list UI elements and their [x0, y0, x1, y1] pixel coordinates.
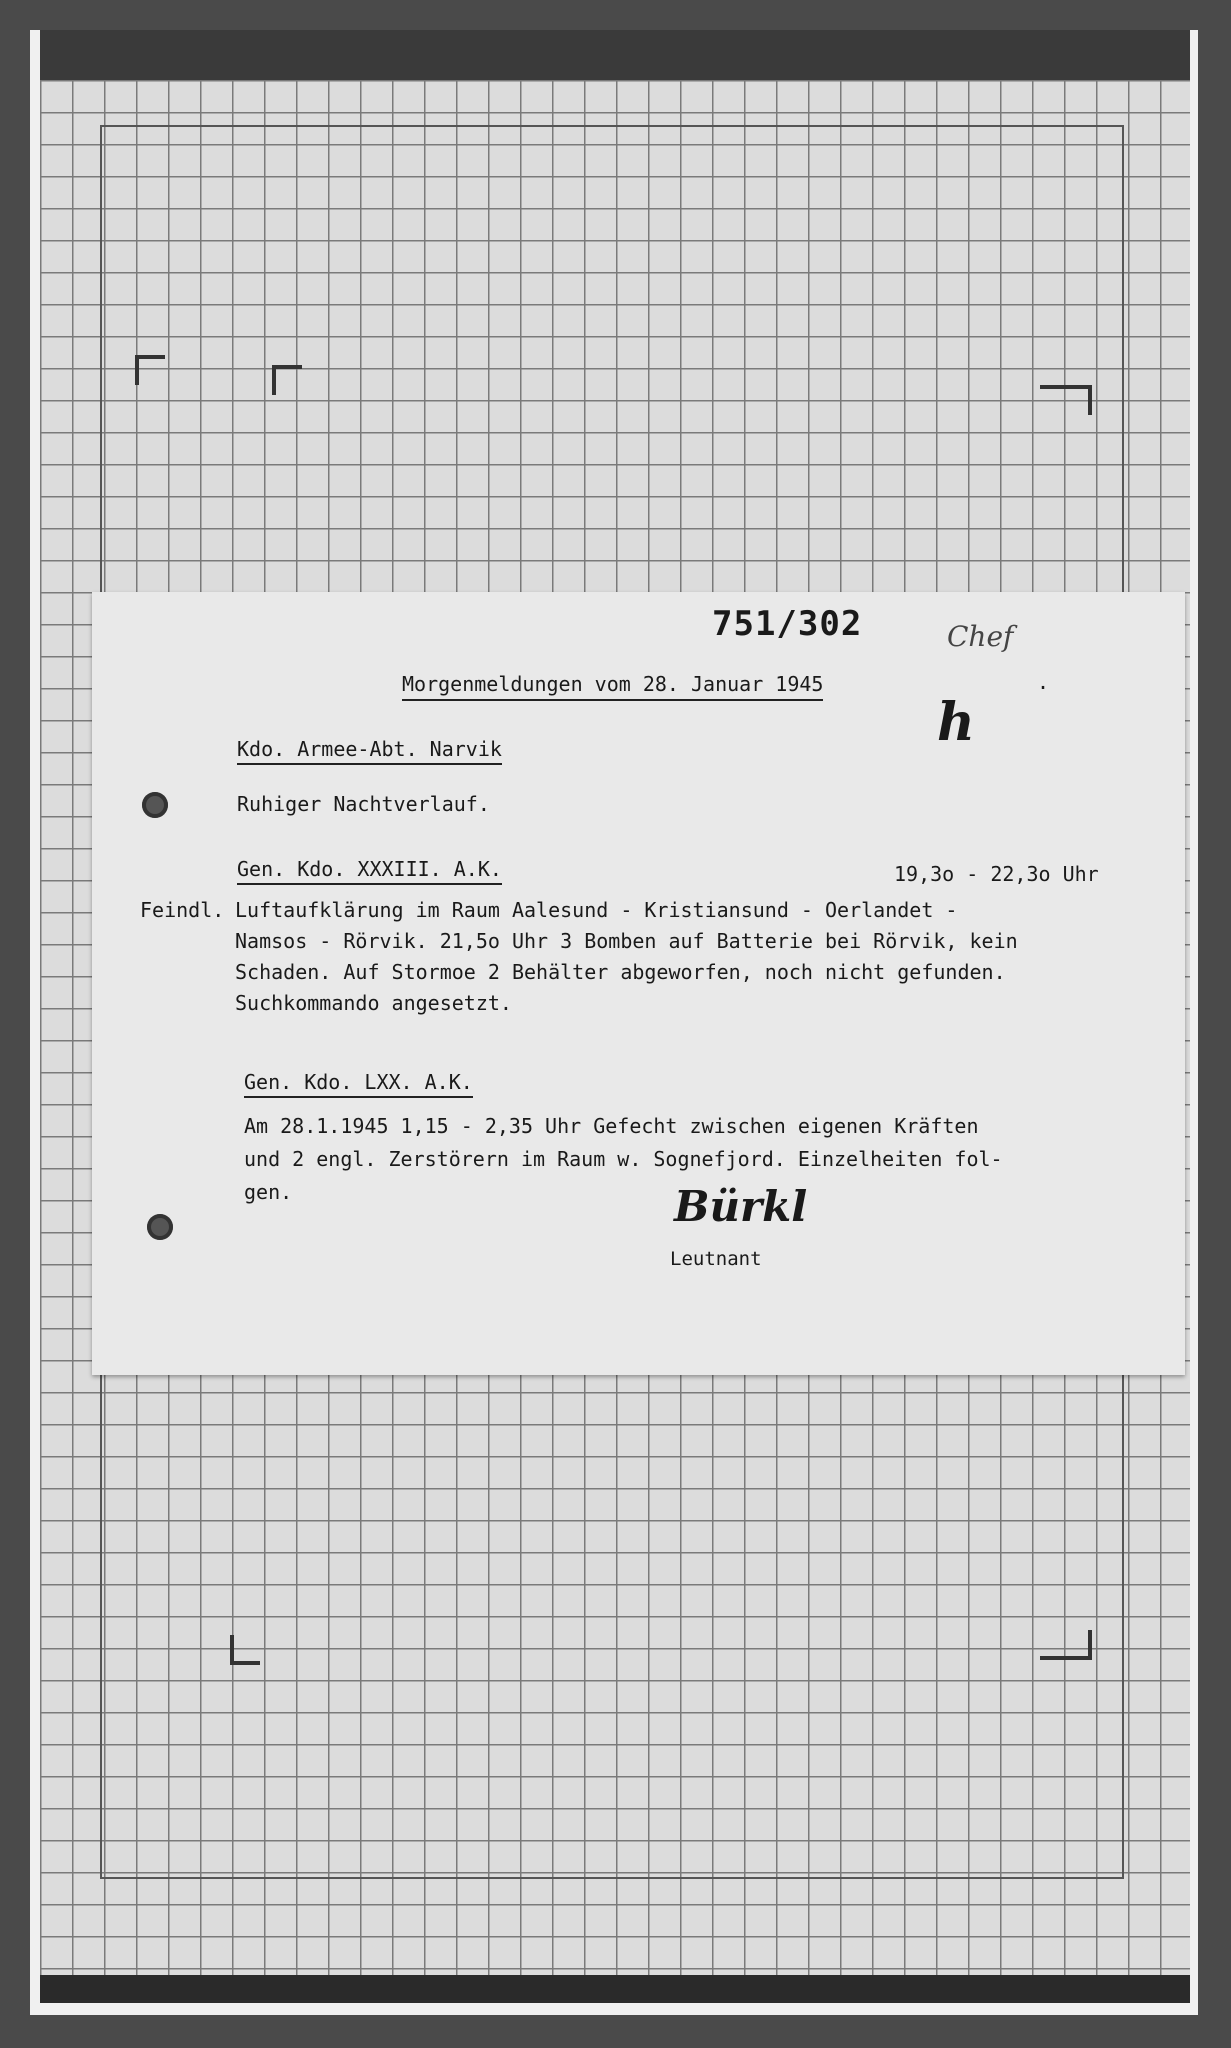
ink-dot: .	[1037, 670, 1050, 694]
section-body	[140, 895, 1018, 1019]
serial-number: 751/302	[712, 604, 863, 644]
top-border-band	[40, 30, 1190, 80]
section-heading: Gen. Kdo. LXX. A.K.	[244, 1070, 473, 1098]
corner-mark-bottom-left	[230, 1635, 260, 1665]
corner-mark-top-left-inner	[272, 365, 302, 395]
section-heading: Kdo. Armee-Abt. Narvik	[237, 737, 502, 765]
body-line-text: Namsos - Rörvik. 21,5o Uhr 3 Bomben auf Batterie bei Rörvik, kein	[235, 929, 1018, 953]
body-line-text: Suchkommando angesetzt.	[235, 991, 512, 1015]
body-line-text: Luftaufklärung im Raum Aalesund - Kristiansund - Oerlandet -	[235, 898, 958, 922]
section-body	[244, 1110, 1003, 1209]
body-line	[140, 926, 1018, 957]
handwritten-initial: h	[937, 692, 975, 753]
body-line-text: Schaden. Auf Stormoe 2 Behälter abgeworfen, noch nicht gefunden.	[235, 960, 1006, 984]
section-text: Ruhiger Nachtverlauf.	[237, 792, 490, 816]
body-line	[140, 957, 1018, 988]
time-range: 19,3o - 22,3o Uhr	[894, 862, 1099, 886]
body-line: gen.	[244, 1180, 293, 1204]
corner-mark-bottom-right	[1040, 1630, 1092, 1660]
handwritten-annotation: Chef	[947, 620, 1014, 653]
corner-mark-top-right	[1040, 385, 1092, 415]
handwritten-signature: Bürkl	[674, 1182, 808, 1231]
punch-hole-icon	[147, 1214, 173, 1240]
punch-hole-icon	[142, 792, 168, 818]
signature-rank: Leutnant	[670, 1248, 762, 1270]
body-line: und 2 engl. Zerstörern im Raum w. Sognefjord. Einzelheiten fol-	[244, 1147, 1003, 1171]
corner-mark-top-left	[135, 355, 165, 385]
bottom-border-band	[40, 1975, 1190, 2003]
body-line	[140, 895, 1018, 926]
body-line: Am 28.1.1945 1,15 - 2,35 Uhr Gefecht zwischen eigenen Kräften	[244, 1114, 979, 1138]
report-card	[92, 592, 1185, 1375]
margin-label: Feindl.	[140, 898, 225, 922]
body-line	[140, 988, 1018, 1019]
section-heading: Gen. Kdo. XXXIII. A.K.	[237, 857, 502, 885]
document-title: Morgenmeldungen vom 28. Januar 1945	[402, 672, 823, 701]
